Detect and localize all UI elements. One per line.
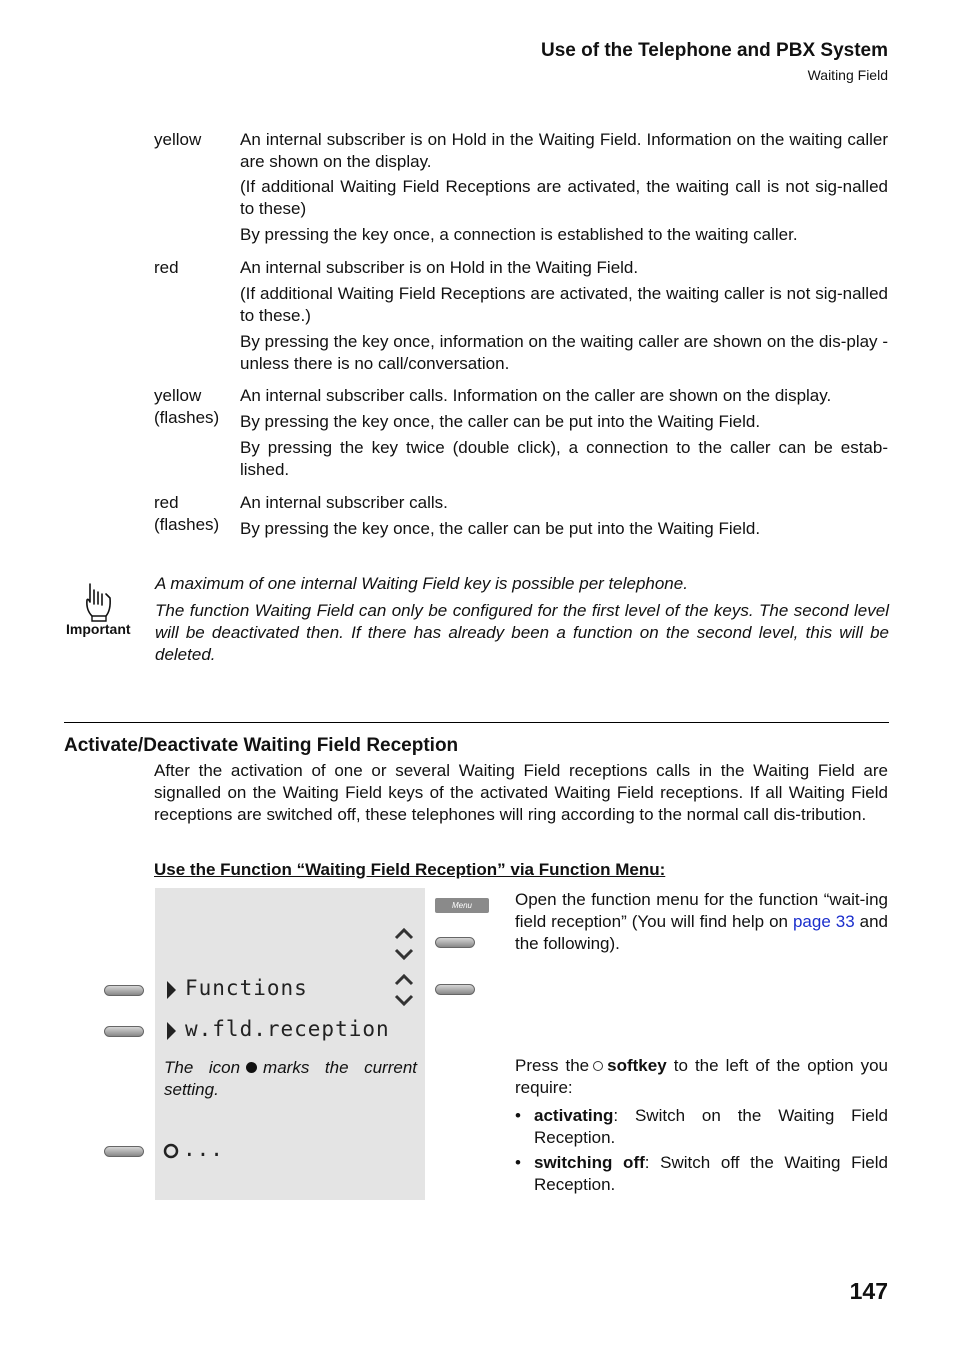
- led-term-line: (flashes): [154, 515, 220, 534]
- instruction-text: to the left of the option you require:: [515, 1056, 888, 1097]
- scroll-up-down-icon: [393, 926, 415, 962]
- display-line-functions: Functions: [185, 976, 308, 1000]
- instruction-text: and the following).: [515, 912, 888, 953]
- display-line-reception: w.fld.reception: [185, 1017, 390, 1041]
- led-desc-paragraph: An internal subscriber calls.: [240, 493, 448, 512]
- softkey-right-functions[interactable]: [435, 984, 475, 995]
- softkey-left-reception[interactable]: [104, 1026, 144, 1037]
- scroll-up-down-icon: [393, 972, 415, 1008]
- empty-circle-icon: [163, 1143, 179, 1159]
- instruction-step2: [515, 1055, 888, 1099]
- bullet-text: : Switch off the Waiting Field Reception.: [534, 1153, 888, 1194]
- page-link[interactable]: page 33: [792, 912, 855, 931]
- display-line-option: ...: [183, 1137, 224, 1161]
- important-label: Important: [66, 621, 131, 637]
- led-desc-paragraph: An internal subscriber is on Hold in the Waiting Field. Information on the waiting caller are shown on the display.: [240, 130, 888, 171]
- bullet-icon: •: [515, 1153, 521, 1172]
- led-desc-paragraph: An internal subscriber calls. Information on the caller are shown on the display.: [240, 386, 832, 405]
- led-desc-paragraph: By pressing the key twice (double click), a connection to the caller can be estab-lished.: [240, 438, 888, 479]
- section-body: After the activation of one or several Waiting Field receptions calls in the Waiting Field are signalled on the Waiting Field keys of the activated Waiting Field receptions. If all Waiting Field receptions are switched off, these telephones will ring according to the normal call dis-tribution.: [154, 761, 888, 824]
- section-subtitle: Use the Function “Waiting Field Reception” via Function Menu:: [154, 860, 666, 879]
- filled-dot-icon: [246, 1062, 257, 1073]
- selection-arrow-icon: [165, 980, 177, 1000]
- important-note: The function Waiting Field can only be configured for the first level of the keys. The second level will be deactivated then. If there has already been a function on the second level, this will be deleted.: [155, 601, 889, 664]
- empty-circle-icon: [593, 1061, 603, 1071]
- bullet-bold: activating: [534, 1106, 614, 1125]
- led-desc-paragraph: By pressing the key once, the caller can be put into the Waiting Field.: [240, 519, 761, 538]
- section-divider: [64, 722, 889, 723]
- led-term-red: red: [154, 258, 179, 277]
- led-desc-paragraph: (If additional Waiting Field Receptions are activated, the waiting caller is not sig-nalled to these.): [240, 284, 888, 325]
- pointing-hand-icon: [84, 580, 116, 622]
- led-term-line: yellow: [154, 386, 202, 405]
- softkey-left-functions[interactable]: [104, 985, 144, 996]
- bullet-item: [515, 1152, 888, 1196]
- led-term-yellow: yellow: [154, 130, 202, 149]
- running-header-subtitle: Waiting Field: [807, 67, 888, 83]
- display-note: [164, 1057, 417, 1101]
- bullet-icon: •: [515, 1106, 521, 1125]
- section-title: Activate/Deactivate Waiting Field Reception: [64, 735, 459, 756]
- bullet-text: : Switch on the Waiting Field Reception.: [534, 1106, 888, 1147]
- display-note-text: The icon: [164, 1058, 241, 1077]
- led-desc-paragraph: By pressing the key once, a connection is established to the waiting caller.: [240, 225, 798, 244]
- display-note-text: marks the current setting.: [164, 1058, 417, 1099]
- led-desc-paragraph: (If additional Waiting Field Receptions are activated, the waiting call is not sig-nalled to these): [240, 177, 888, 218]
- instruction-text: Press the: [515, 1056, 590, 1075]
- important-note: A maximum of one internal Waiting Field key is possible per telephone.: [155, 574, 688, 593]
- softkey-left-option[interactable]: [104, 1146, 144, 1157]
- softkey-right-scroll[interactable]: [435, 937, 475, 948]
- led-desc-paragraph: An internal subscriber is on Hold in the Waiting Field.: [240, 258, 639, 277]
- instruction-bold: softkey: [607, 1056, 667, 1075]
- instruction-step1: [515, 889, 888, 955]
- bullet-bold: switching off: [534, 1153, 645, 1172]
- led-term-red-flashes: [154, 492, 219, 536]
- led-term-line: (flashes): [154, 408, 220, 427]
- page-number: 147: [849, 1278, 888, 1304]
- menu-key-button[interactable]: Menu: [435, 898, 489, 913]
- led-desc-paragraph: By pressing the key once, information on the waiting caller are shown on the dis-play - unless there is no call/conversation.: [240, 332, 888, 373]
- running-header-title: Use of the Telephone and PBX System: [540, 40, 888, 61]
- led-term-line: red: [154, 493, 179, 512]
- led-desc-paragraph: By pressing the key once, the caller can be put into the Waiting Field.: [240, 412, 761, 431]
- bullet-item: [515, 1105, 888, 1149]
- instruction-text: Open the function menu for the function “wait-ing field reception” (You will find help on: [515, 890, 888, 931]
- led-term-yellow-flashes: [154, 385, 219, 429]
- selection-arrow-icon: [165, 1021, 177, 1041]
